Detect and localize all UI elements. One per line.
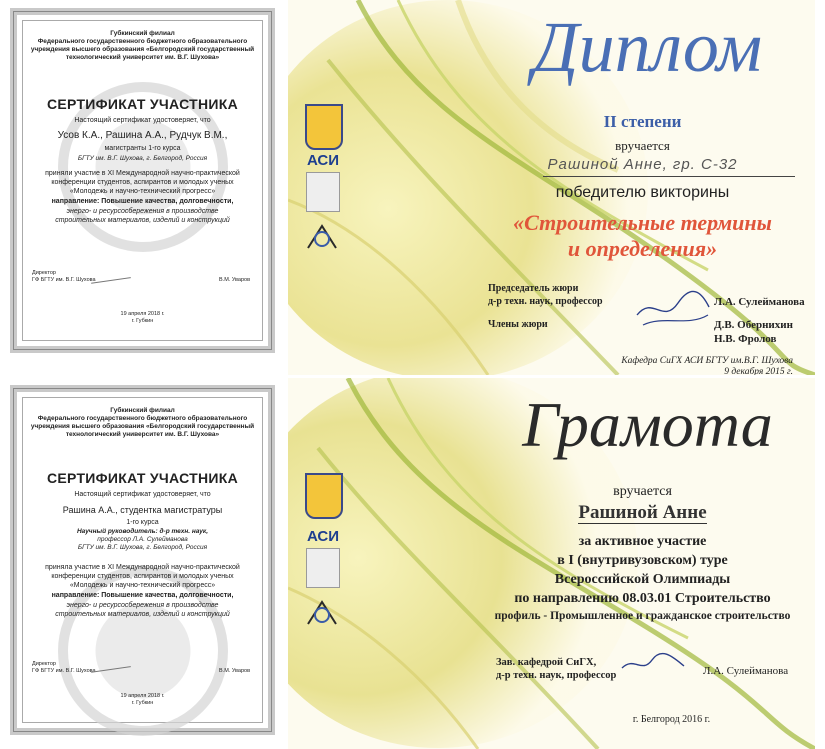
body-line: «Молодежь и научно-технический прогресс»: [69, 582, 216, 589]
org-line: Федерального государственного бюджетного образовательного: [37, 38, 248, 45]
director-org: ГФ БГТУ им. В.Г. Шухова: [32, 668, 96, 674]
date-text: 19 апреля 2018 г.: [120, 311, 165, 317]
quiz-name: [478, 210, 807, 262]
chair-label: Председатель жюри: [488, 283, 579, 294]
recipient-text: Рашиной Анне: [578, 502, 707, 523]
director-name: В.М. Уваров: [219, 277, 250, 283]
asi-logo: АСИ: [306, 528, 340, 545]
award-line: по направлению 08.03.01 Строительство: [514, 591, 771, 606]
members-label: Члены жюри: [488, 319, 548, 330]
director-label: Директор: [32, 270, 56, 276]
university-line: БГТУ им. В.Г. Шухова, г. Белгород, Россия: [77, 544, 208, 551]
chair-name: Л.А. Сулейманова: [714, 296, 805, 308]
director-block: [32, 661, 96, 675]
direction-line: строительных материалов, изделий и конструкций: [55, 217, 230, 224]
quiz-winner-label: победителю викторины: [555, 184, 730, 201]
director-org: ГФ БГТУ им. В.Г. Шухова: [32, 277, 96, 283]
cert-date: [10, 311, 275, 325]
diploma-date: 9 декабря 2015 г.: [724, 367, 793, 375]
org-line: технологический университет им. В.Г. Шухова»: [65, 54, 220, 61]
direction-line: энерго- и ресурсосбережения в производстве: [66, 208, 219, 215]
award-text: [478, 532, 807, 608]
director-label: Директор: [32, 661, 56, 667]
signatory-block: [496, 656, 616, 682]
signatory-title: д-р техн. наук, профессор: [496, 670, 617, 681]
certificate-1: [10, 8, 275, 353]
diploma: [288, 0, 815, 375]
signatory-name: Л.А. Сулейманова: [703, 665, 789, 677]
direction-label: направление: Повышение качества, долговечности,: [51, 198, 234, 205]
org-line: Федерального государственного бюджетного образовательного: [37, 415, 248, 422]
gramota-date: г. Белгород 2016 г.: [632, 714, 711, 725]
org-line: учреждения высшего образования «Белгородский государственный: [30, 423, 255, 430]
body-line: конференции студентов, аспирантов и молодых ученых: [51, 573, 234, 580]
compass-logo-icon: [304, 598, 340, 628]
belgorod-coat-of-arms-icon: [305, 473, 343, 519]
org-line: Губкинский филиал: [110, 407, 175, 414]
award-line: Всероссийской Олимпиады: [554, 572, 731, 587]
university-line: БГТУ им. В.Г. Шухова, г. Белгород, Россия: [77, 155, 208, 162]
date-text: 19 апреля 2018 г.: [120, 693, 165, 699]
direction-text: [30, 601, 255, 619]
recipient-underline: [543, 176, 795, 177]
body-line: «Молодежь и научно-технический прогресс»: [69, 188, 216, 195]
cert-intro: Настоящий сертификат удостоверяет, что: [74, 491, 211, 498]
body-line: приняли участие в XI Международной научно-практической: [45, 170, 240, 177]
quiz-line: и определения»: [567, 236, 718, 261]
conference-text: [30, 169, 255, 196]
org-line: учреждения высшего образования «Белгородский государственный: [30, 46, 255, 53]
participant-names: Усов К.А., Рашина А.А., Рудчук В.М.,: [57, 130, 228, 141]
direction-label: направление: Повышение качества, долговечности,: [51, 592, 234, 599]
diploma-footer: [573, 356, 793, 375]
direction-text: [30, 207, 255, 225]
body-line: конференции студентов, аспирантов и молодых ученых: [51, 179, 234, 186]
chair-title: д-р техн. наук, профессор: [488, 296, 603, 307]
member-name: Д.В. Обернихин: [714, 319, 793, 331]
director-name: В.М. Уваров: [219, 668, 250, 674]
award-line: за активное участие: [578, 534, 707, 549]
conference-text: [30, 563, 255, 590]
direction-line: строительных материалов, изделий и конструкций: [55, 611, 230, 618]
asi-logo: АСИ: [306, 152, 340, 169]
org-line: технологический университет им. В.Г. Шухова»: [65, 431, 220, 438]
column-logo-icon: [306, 172, 340, 212]
org-header: [30, 407, 255, 439]
participant-role: магистранты 1-го курса: [104, 145, 181, 152]
body-line: приняла участие в XI Международной научно-практической: [45, 564, 240, 571]
column-logo-icon: [306, 548, 340, 588]
member-name: Н.В. Фролов: [714, 333, 777, 345]
org-line: Губкинский филиал: [110, 30, 175, 37]
awarded-label: вручается: [615, 138, 670, 153]
participant-role: 1-го курса: [126, 519, 159, 526]
department-text: Кафедра СиГХ АСИ БГТУ им.В.Г. Шухова: [621, 356, 793, 366]
city-text: г. Губкин: [131, 318, 154, 324]
belgorod-coat-of-arms-icon: [305, 104, 343, 150]
signatory-label: Зав. кафедрой СиГХ,: [496, 657, 597, 668]
chair-signature: [633, 285, 713, 335]
org-header: [30, 30, 255, 62]
adviser-block: [30, 528, 255, 552]
gramota: [288, 378, 815, 749]
signatory-signature: [618, 650, 688, 680]
participant-names: Рашина А.А., студентка магистратуры: [62, 505, 223, 515]
quiz-line: «Строительные термины: [513, 210, 772, 235]
city-text: г. Губкин: [131, 700, 154, 706]
director-block: [32, 270, 96, 284]
recipient-name: [478, 502, 807, 524]
certificate-2: [10, 385, 275, 735]
awarded-label: вручается: [613, 484, 672, 499]
direction-line: энерго- и ресурсосбережения в производстве: [66, 602, 219, 609]
recipient-handwritten: Рашиной Анне, гр. С-32: [547, 156, 738, 173]
cert-title: СЕРТИФИКАТ УЧАСТНИКА: [46, 470, 239, 486]
cert-date: [10, 693, 275, 707]
cert-intro: Настоящий сертификат удостоверяет, что: [74, 117, 211, 124]
cert-title: СЕРТИФИКАТ УЧАСТНИКА: [46, 96, 239, 112]
compass-logo-icon: [304, 222, 340, 252]
diploma-title: Диплом: [532, 7, 763, 87]
gramota-title: Грамота: [522, 389, 773, 460]
adviser-name: профессор Л.А. Сулейманова: [97, 536, 188, 543]
adviser-label: Научный руководитель: д-р техн. наук,: [76, 528, 209, 535]
members-names: [714, 318, 793, 346]
diploma-degree: II степени: [603, 112, 682, 131]
award-line: в I (внутривузовском) туре: [557, 553, 728, 568]
chair-block: [488, 282, 603, 308]
profile-line: профиль - Промышленное и гражданское строительство: [494, 610, 791, 622]
